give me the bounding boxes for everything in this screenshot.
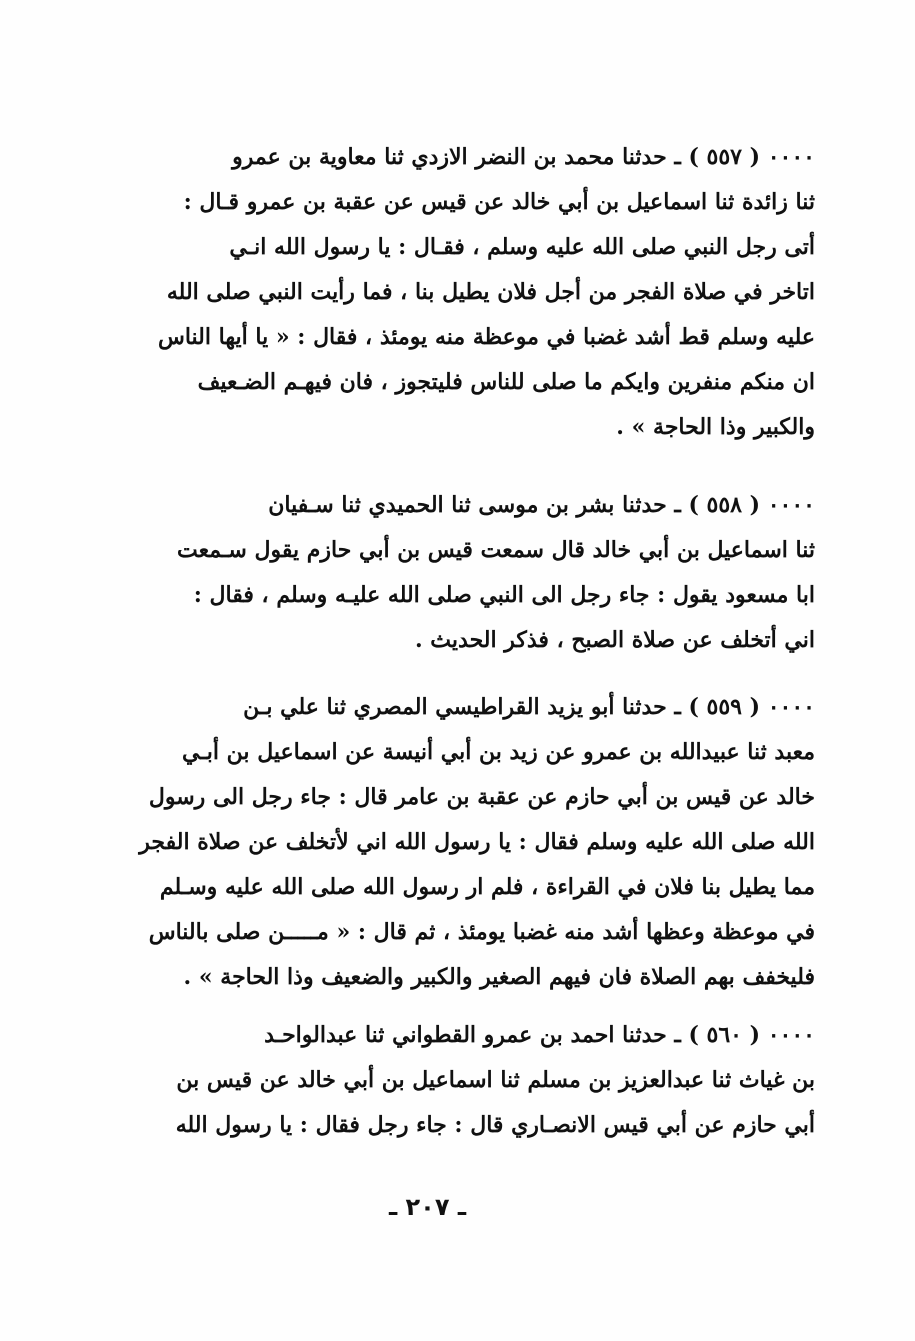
text-line: اني أتخلف عن صلاة الصبح ، فذكر الحديث . [414, 627, 815, 653]
text-line: ٠٠٠٠ ( ٥٥٧ ) ـ حدثنا محمد بن النضر الازدي ثنا معاوية بن عمرو [232, 144, 815, 170]
hadith-559-paragraph [100, 685, 815, 1000]
text-line: ٠٠٠٠ ( ٥٥٩ ) ـ حدثنا أبو يزيد القراطيسي المصري ثنا علي بـن [243, 694, 815, 720]
text-line: في موعظة وعظها أشد منه غضبا يومئذ ، ثم قال : « مـــــن صلى بالناس [148, 919, 815, 945]
text-line: الله صلى الله عليه وسلم فقال : يا رسول الله اني لأتخلف عن صلاة الفجر [139, 829, 815, 855]
text-line: فليخفف بهم الصلاة فان فيهم الصغير والكبير والضعيف وذا الحاجة » . [183, 964, 815, 990]
text-line: ابا مسعود يقول : جاء رجل الى النبي صلى الله عليـه وسلم ، فقال : [193, 582, 815, 608]
text-line: والكبير وذا الحاجة » . [616, 414, 815, 440]
text-line: خالد عن قيس بن أبي حازم عن عقبة بن عامر قال : جاء رجل الى رسول [148, 784, 815, 810]
text-line: ثنا زائدة ثنا اسماعيل بن أبي خالد عن قيس عن عقبة بن عمرو قـال : [183, 189, 815, 215]
hadith-560-paragraph [100, 1013, 815, 1148]
text-line: أبي حازم عن أبي قيس الانصـاري قال : جاء رجل فقال : يا رسول الله [175, 1112, 815, 1138]
text-line: بن غياث ثنا عبدالعزيز بن مسلم ثنا اسماعيل بن أبي خالد عن قيس بن [176, 1067, 815, 1093]
text-line: معبد ثنا عبيدالله بن عمرو عن زيد بن أبي أنيسة عن اسماعيل بن أبـي [181, 739, 815, 765]
hadith-558-paragraph [100, 483, 815, 663]
text-line: اتاخر في صلاة الفجر من أجل فلان يطيل بنا ، فما رأيت النبي صلى الله [166, 279, 815, 305]
text-line: ٠٠٠٠ ( ٥٥٨ ) ـ حدثنا بشر بن موسى ثنا الحميدي ثنا سـفيان [268, 492, 815, 518]
text-line: مما يطيل بنا فلان في القراءة ، فلم ار رسول الله صلى الله عليه وسـلم [159, 874, 815, 900]
page-number: ـ ٢٠٧ ـ [388, 1193, 467, 1221]
text-line: ان منكم منفرين وايكم ما صلى للناس فليتجوز ، فان فيهـم الضـعيف [197, 369, 815, 395]
text-line: ثنا اسماعيل بن أبي خالد قال سمعت قيس بن أبي حازم يقول سـمعت [177, 537, 815, 563]
text-line: ٠٠٠٠ ( ٥٦٠ ) ـ حدثنا احمد بن عمرو القطواني ثنا عبدالواحـد [264, 1022, 815, 1048]
hadith-557-paragraph [100, 135, 815, 450]
text-line: عليه وسلم قط أشد غضبا في موعظة منه يومئذ ، فقال : « يا أيها الناس [157, 324, 815, 350]
text-line: أتى رجل النبي صلى الله عليه وسلم ، فقـال : يا رسول الله انـي [229, 234, 815, 260]
